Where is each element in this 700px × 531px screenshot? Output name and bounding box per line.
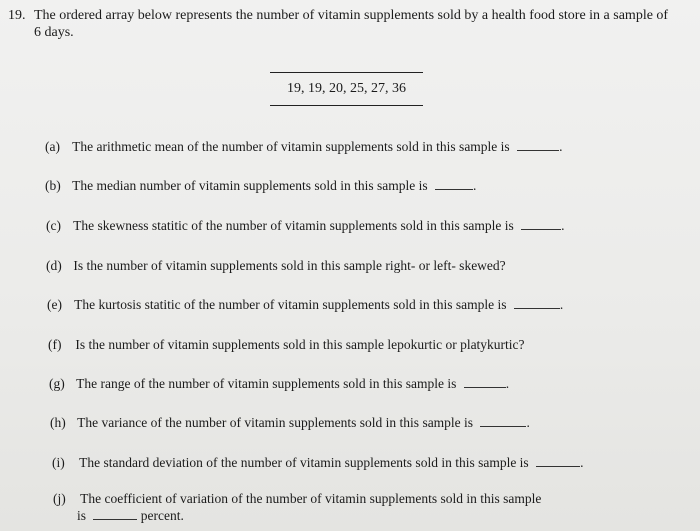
question-g: (g) The range of the number of vitamin supplements sold in this sample is . xyxy=(49,376,510,391)
data-array-box xyxy=(270,72,423,106)
question-c: (c) The skewness statitic of the number of vitamin supplements sold in this sample is . xyxy=(46,218,565,233)
question-text: The coefficient of variation of the number of vitamin supplements sold in this sample xyxy=(80,491,542,506)
question-letter: (i) xyxy=(52,455,65,470)
question-text: Is the number of vitamin supplements sold in this sample lepokurtic or platykurtic? xyxy=(75,337,525,352)
question-letter: (e) xyxy=(47,297,62,312)
question-e: (e) The kurtosis statitic of the number of vitamin supplements sold in this sample is . xyxy=(47,297,564,312)
question-h: (h) The variance of the number of vitamin supplements sold in this sample is . xyxy=(50,415,530,430)
question-letter: (c) xyxy=(46,218,61,233)
question-j xyxy=(53,491,541,507)
question-i: (i) The standard deviation of the number of vitamin supplements sold in this sample is . xyxy=(52,455,584,470)
question-letter: (j) xyxy=(53,491,66,506)
problem-number: 19. xyxy=(8,8,26,23)
question-text: Is the number of vitamin supplements sold in this sample right- or left- skewed? xyxy=(73,258,506,273)
question-letter: (h) xyxy=(50,415,66,430)
question-a: (a) The arithmetic mean of the number of vitamin supplements sold in this sample is . xyxy=(45,139,563,154)
question-letter: (d) xyxy=(46,258,62,273)
answer-blank-g[interactable] xyxy=(464,377,506,388)
question-f xyxy=(48,337,525,353)
problem-intro: The ordered array below represents the number of vitamin supplements sold by a health food store in a sample of 6 days. xyxy=(34,8,669,40)
data-array-values: 19, 19, 20, 25, 27, 36 xyxy=(287,81,406,96)
question-j-cont-prefix: is xyxy=(77,508,87,523)
question-text: The skewness statitic of the number of vitamin supplements sold in this sample is xyxy=(73,218,514,233)
question-text: The standard deviation of the number of vitamin supplements sold in this sample is xyxy=(79,455,529,470)
answer-blank-h[interactable] xyxy=(480,416,526,427)
question-text: The median number of vitamin supplements sold in this sample is xyxy=(72,178,428,193)
question-letter: (f) xyxy=(48,337,62,352)
question-letter: (b) xyxy=(45,178,61,193)
question-text: The arithmetic mean of the number of vitamin supplements sold in this sample is xyxy=(72,139,510,154)
answer-blank-j[interactable] xyxy=(93,509,137,520)
answer-blank-i[interactable] xyxy=(536,456,580,467)
answer-blank-c[interactable] xyxy=(521,219,561,230)
question-j-continuation xyxy=(77,508,184,524)
question-d xyxy=(46,258,506,274)
question-letter: (a) xyxy=(45,139,60,154)
question-text: The variance of the number of vitamin supplements sold in this sample is xyxy=(77,415,474,430)
question-letter: (g) xyxy=(49,376,65,391)
question-j-cont-suffix: percent. xyxy=(140,508,184,523)
answer-blank-b[interactable] xyxy=(435,179,473,190)
question-b: (b) The median number of vitamin supplements sold in this sample is . xyxy=(45,178,477,193)
answer-blank-a[interactable] xyxy=(517,140,559,151)
question-text: The range of the number of vitamin supplements sold in this sample is xyxy=(76,376,457,391)
question-text: The kurtosis statitic of the number of vitamin supplements sold in this sample is xyxy=(74,297,507,312)
answer-blank-e[interactable] xyxy=(514,298,560,309)
